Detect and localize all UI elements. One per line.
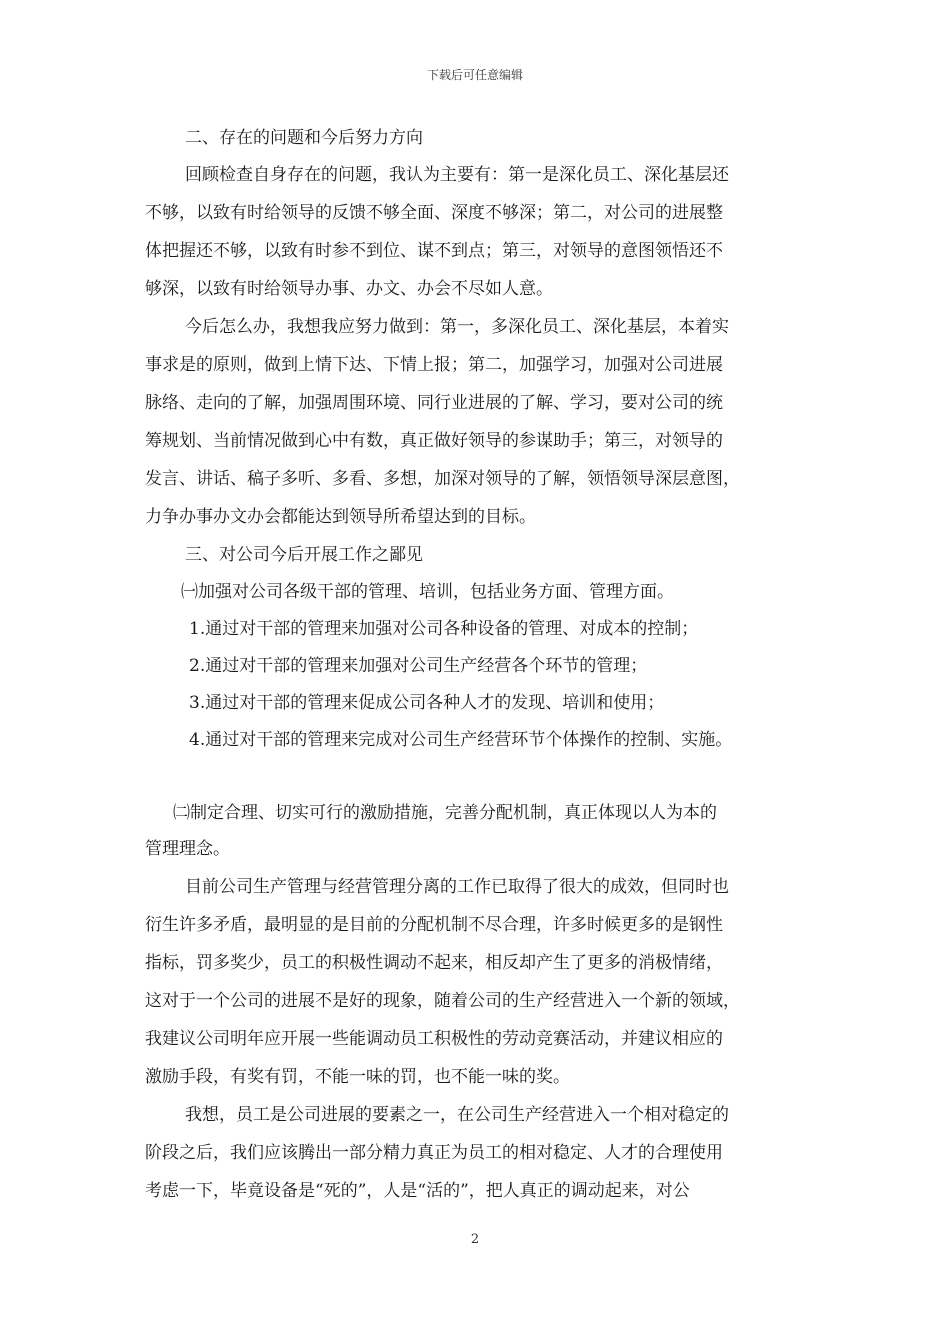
paragraph-line: 我想，员工是公司进展的要素之一，在公司生产经营进入一个相对稳定的 [185, 1105, 729, 1125]
paragraph-line: 我建议公司明年应开展一些能调动员工积极性的劳动竞赛活动，并建议相应的 [145, 1029, 723, 1049]
paragraph-line: 筹规划、当前情况做到心中有数，真正做好领导的参谋助手；第三，对领导的 [145, 431, 723, 451]
paragraph-line: 这对于一个公司的进展不是好的现象，随着公司的生产经营进入一个新的领域， [145, 991, 740, 1011]
numbered-item: 2.通过对干部的管理来加强对公司生产经营各个环节的管理； [189, 656, 648, 676]
paragraph-line: 力争办事办文办会都能达到领导所希望达到的目标。 [145, 507, 536, 527]
paragraph-line: 回顾检查自身存在的问题，我认为主要有：第一是深化员工、深化基层还 [185, 165, 729, 185]
paragraph-line: 管理理念。 [145, 839, 230, 859]
paragraph-line: 指标，罚多奖少，员工的积极性调动不起来，相反却产生了更多的消极情绪， [145, 953, 723, 973]
numbered-item: 4.通过对干部的管理来完成对公司生产经营环节个体操作的控制、实施。 [189, 730, 733, 750]
paragraph-line: 不够，以致有时给领导的反馈不够全面、深度不够深；第二，对公司的进展整 [145, 203, 723, 223]
paragraph-line: 考虑一下，毕竟设备是“死的”，人是“活的”，把人真正的调动起来，对公 [145, 1181, 690, 1201]
numbered-item: 1.通过对干部的管理来加强对公司各种设备的管理、对成本的控制； [189, 619, 699, 639]
paragraph-line: 激励手段，有奖有罚，不能一味的罚，也不能一味的奖。 [145, 1067, 570, 1087]
section-heading: 二、存在的问题和今后努力方向 [185, 128, 423, 148]
paragraph-line: 够深，以致有时给领导办事、办文、办会不尽如人意。 [145, 279, 553, 299]
numbered-item: 3.通过对干部的管理来促成公司各种人才的发现、培训和使用； [189, 693, 665, 713]
paragraph-line: 目前公司生产管理与经营管理分离的工作已取得了很大的成效，但同时也 [185, 877, 729, 897]
page-number: 2 [470, 1232, 480, 1247]
section-heading: 三、对公司今后开展工作之鄙见 [185, 545, 423, 565]
subsection-heading: ㈡制定合理、切实可行的激励措施，完善分配机制，真正体现以人为本的 [173, 803, 717, 823]
page-header: 下载后可任意编辑 [426, 68, 523, 82]
paragraph-line: 阶段之后，我们应该腾出一部分精力真正为员工的相对稳定、人才的合理使用 [145, 1143, 723, 1163]
subsection-heading: ㈠加强对公司各级干部的管理、培训，包括业务方面、管理方面。 [181, 582, 674, 602]
paragraph-line: 脉络、走向的了解，加强周围环境、同行业进展的了解、学习，要对公司的统 [145, 393, 723, 413]
paragraph-line: 衍生许多矛盾，最明显的是目前的分配机制不尽合理，许多时候更多的是钢性 [145, 915, 723, 935]
paragraph-line: 体把握还不够，以致有时参不到位、谋不到点；第三，对领导的意图领悟还不 [145, 241, 723, 261]
paragraph-line: 事求是的原则，做到上情下达、下情上报；第二，加强学习，加强对公司进展 [145, 355, 723, 375]
paragraph-line: 今后怎么办，我想我应努力做到：第一，多深化员工、深化基层，本着实 [185, 317, 729, 337]
paragraph-line: 发言、讲话、稿子多听、多看、多想，加深对领导的了解，领悟领导深层意图， [145, 469, 740, 489]
